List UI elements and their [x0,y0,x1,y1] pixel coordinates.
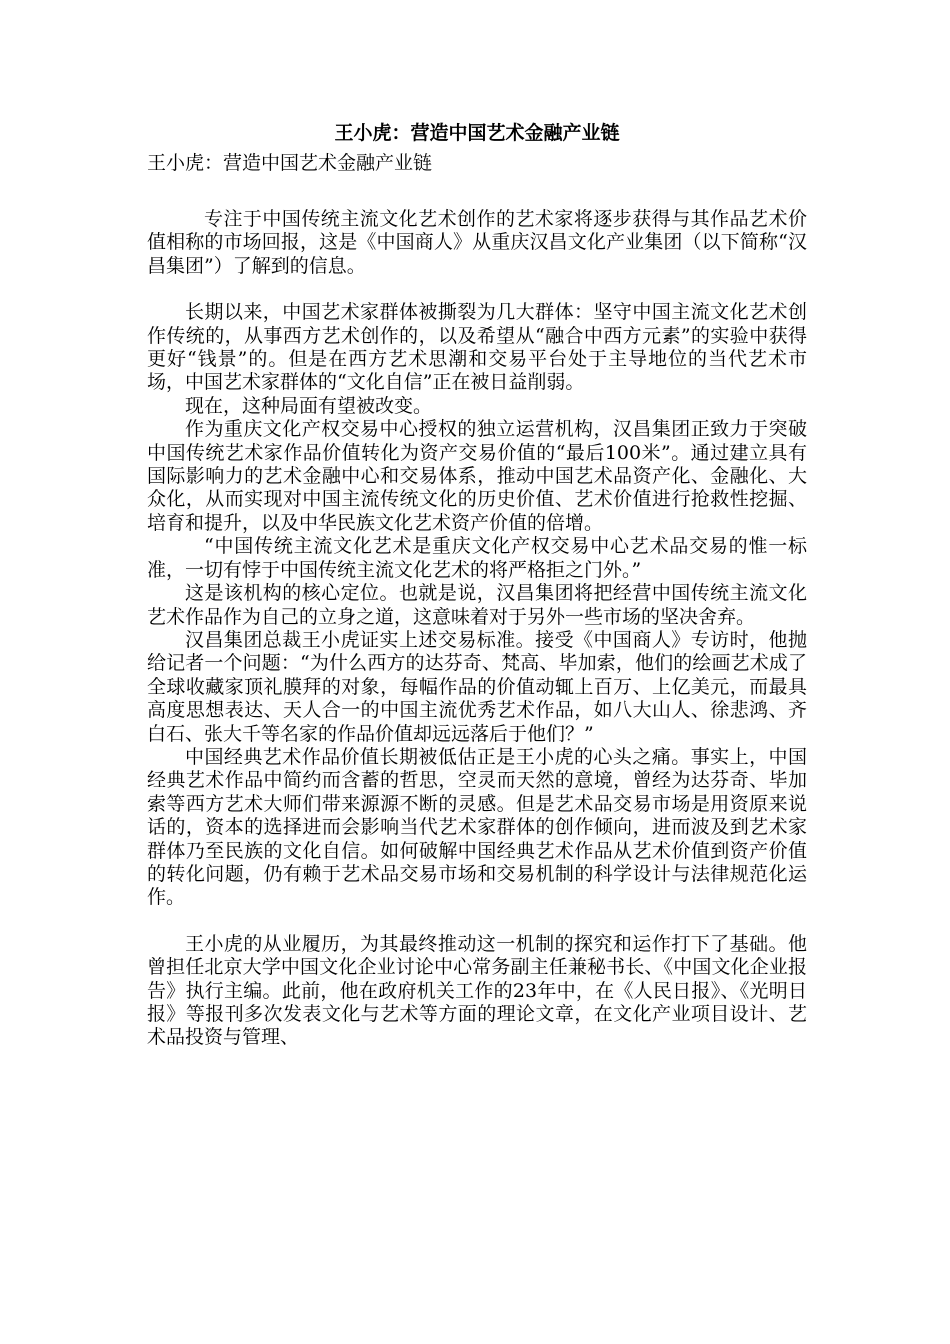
document-title: 王小虎：营造中国艺术金融产业链 [334,122,620,144]
paragraph: 这是该机构的核心定位。也就是说，汉昌集团将把经营中国传统主流文化艺术作品作为自己的立身之道，这意味着对于另外一些市场的坚决舍弃。 [147,582,807,628]
document-subtitle: 王小虎：营造中国艺术金融产业链 [147,152,433,174]
paragraph-intro: 专注于中国传统主流文化艺术创作的艺术家将逐步获得与其作品艺术价值相称的市场回报，这是《中国商人》从重庆汉昌文化产业集团（以下简称“汉昌集团”）了解到的信息。 [147,208,807,277]
document-page [147,118,807,1050]
paragraph: 长期以来，中国艺术家群体被撕裂为几大群体：坚守中国主流文化艺术创作传统的，从事西方艺术创作的，以及希望从“融合中西方元素”的实验中获得更好“钱景”的。但是在西方艺术思潮和交易平台处于主导地位的当代艺术市场，中国艺术家群体的“文化自信”正在被日益削弱。 [147,301,807,394]
paragraph: 王小虎的从业履历，为其最终推动这一机制的探究和运作打下了基础。他曾担任北京大学中国文化企业讨论中心常务副主任兼秘书长、《中国文化企业报告》执行主编。此前，他在政府机关工作的23年中，在《人民日报》、《光明日报》等报刊多次发表文化与艺术等方面的理论文章，在文化产业项目设计、艺术品投资与管理、 [147,932,807,1049]
paragraph: 作为重庆文化产权交易中心授权的独立运营机构，汉昌集团正致力于突破中国传统艺术家作品价值转化为资产交易价值的“最后100米”。通过建立具有国际影响力的艺术金融中心和交易体系，推动中国艺术品资产化、金融化、大众化，从而实现对中国主流传统文化的历史价值、艺术价值进行抢救性挖掘、培育和提升，以及中华民族文化艺术资产价值的倍增。 [147,418,807,534]
paragraph: 汉昌集团总裁王小虎证实上述交易标准。接受《中国商人》专访时，他抛给记者一个问题：“为什么西方的达芬奇、梵高、毕加索，他们的绘画艺术成了全球收藏家顶礼膜拜的对象，每幅作品的价值动辄上百万、上亿美元，而最具高度思想表达、天人合一的中国主流优秀艺术作品，如八大山人、徐悲鸿、齐白石、张大千等名家的作品价值却远远落后于他们？” [147,628,807,745]
paragraph: 中国经典艺术作品价值长期被低估正是王小虎的心头之痛。事实上，中国经典艺术作品中简约而含蓄的哲思，空灵而天然的意境，曾经为达芬奇、毕加索等西方艺术大师们带来源源不断的灵感。但是艺术品交易市场是用资原来说话的，资本的选择进而会影响当代艺术家群体的创作倾向，进而波及到艺术家群体乃至民族的文化自信。如何破解中国经典艺术作品从艺术价值到资产价值的转化问题，仍有赖于艺术品交易市场和交易机制的科学设计与法律规范化运作。 [147,745,807,909]
paragraph: 现在，这种局面有望被改变。 [185,394,433,417]
paragraph-quote: “中国传统主流文化艺术是重庆文化产权交易中心艺术品交易的惟一标准，一切有悖于中国传统主流文化艺术的将严格拒之门外。” [147,535,807,581]
